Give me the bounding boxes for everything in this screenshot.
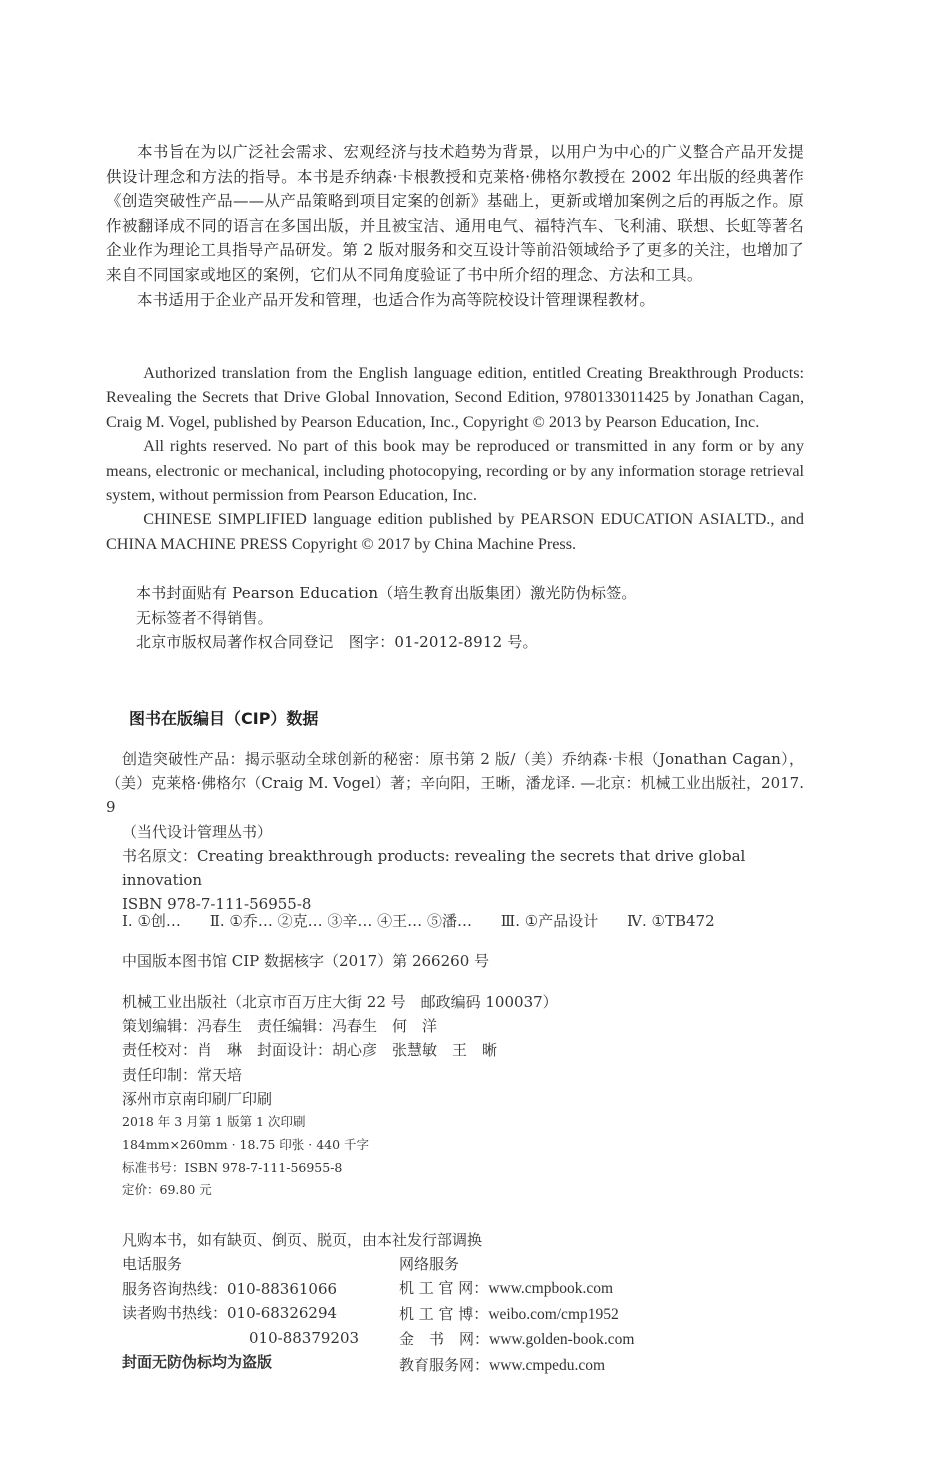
cip-entry: 创造突破性产品：揭示驱动全球创新的秘密：原书第 2 版/（美）乔纳森·卡根（Jonathan Cagan），（美）克莱格·佛格尔（Craig M. Vogel）著；辛向阳，王晰，潘龙译. —北京：机械工业出版社，2017. 9 (106, 750, 804, 817)
laser-label-text: 本书封面贴有 Pearson Education（培生教育出版集团）激光防伪标签。 (136, 584, 637, 602)
cip-classification (122, 910, 739, 931)
publisher-address: 机械工业出版社（北京市百万庄大街 22 号 邮政编码 100037） (122, 993, 558, 1011)
cip-isbn: ISBN 978-7-111-56955-8 (122, 895, 312, 914)
phone-service-header: 电话服务 (122, 1255, 183, 1274)
network-service-header: 网络服务 (399, 1255, 460, 1273)
hotline-number: 010-88361066 (227, 1279, 338, 1298)
golden-book-row (399, 1327, 634, 1352)
education-service-row (399, 1353, 634, 1378)
classification-item: Ⅱ. ①乔… ②克… ③辛… ④王… ⑤潘… (209, 912, 472, 930)
golden-book-label: 金 书 网： (399, 1330, 490, 1349)
rights-reserved-text: All rights reserved. No part of this book may be reproduced or transmitted in any form or by any means, electronic or mechanical, including photocopying, recording or by any information storage retrieval system, without permission from Pearson Education, Inc. (106, 437, 804, 505)
classification-item: Ⅰ. ①创… (122, 912, 181, 930)
proofreader-designers: 责任校对：肖 琳 封面设计：胡心彦 张慧敏 王 晰 (122, 1041, 498, 1060)
cip-title: 图书在版编目（CIP）数据 (129, 709, 319, 728)
format-info: 184mm×260mm · 18.75 印张 · 440 千字 (122, 1136, 370, 1152)
label-notice (106, 581, 804, 655)
golden-book-link[interactable]: www.golden-book.com (489, 1331, 635, 1349)
website-label: 机 工 官 网： (399, 1279, 489, 1298)
intro-paragraph: 本书旨在为以广泛社会需求、宏观经济与技术趋势为背景，以用户为中心的广义整合产品开发提供设计理念和方法的指导。本书是乔纳森·卡根教授和克莱格·佛格尔教授在 2002 年出版的经典著作《创造突破性产品——从产品策略到项目定案的创新》基础上，更新或增加案例之后的再版之作。原作被翻译成不同的语言在多国出版，并且被宝洁、通用电气、福特汽车、飞利浦、联想、长虹等著名企业作为理论工具指导产品研发。第 2 版对服务和交互设计等前沿领域给予了更多的关注，也增加了来自不同国家或地区的案例，它们从不同角度验证了书中所介绍的理念、方法和工具。 (106, 143, 804, 284)
education-service-link[interactable]: www.cmpedu.com (489, 1356, 606, 1374)
education-service-label: 教育服务网： (399, 1355, 490, 1374)
contract-registration: 北京市版权局著作权合同登记 图字：01-2012-8912 号。 (136, 633, 538, 652)
cip-series: （当代设计管理丛书） (122, 822, 273, 841)
editors: 策划编辑：冯春生 责任编辑：冯春生 何 洋 (122, 1017, 438, 1036)
no-label-text: 无标签者不得销售。 (136, 608, 273, 627)
weibo-label: 机 工 官 博： (399, 1304, 489, 1323)
reader-hotline-label: 读者购书热线： (122, 1304, 228, 1323)
authorized-translation-text: Authorized translation from the English language edition, entitled Creating Breakthrough Products: Revealing the Secrets that Drive Global Innovation, Second Edition, 9780133011425 by Jonathan Cagan, Craig M. Vogel, published by Pearson Education, Inc., Copyright © 2013 by Pearson Education, Inc. (106, 364, 804, 431)
weibo-row (399, 1302, 634, 1327)
printing-supervisor: 责任印制：常天培 (122, 1065, 243, 1084)
edition-info: 2018 年 3 月第 1 版第 1 次印刷 (122, 1114, 306, 1130)
hotline-label: 服务咨询热线： (122, 1279, 228, 1298)
anti-counterfeit-notice: 封面无防伪标均为盗版 (122, 1353, 273, 1372)
website-link[interactable]: www.cmpbook.com (488, 1280, 614, 1298)
cip-original-title: 书名原文：Creating breakthrough products: revealing the secrets that drive global innovation (122, 846, 746, 890)
service-right (399, 1252, 634, 1378)
standard-number: 标准书号：ISBN 978-7-111-56955-8 (122, 1159, 343, 1175)
copyright-section (106, 361, 804, 556)
classification-item: Ⅲ. ①产品设计 (500, 912, 599, 930)
weibo-link[interactable]: weibo.com/cmp1952 (488, 1305, 619, 1323)
website-row (399, 1276, 634, 1301)
reader-hotline-number-2: 010-88379203 (249, 1328, 360, 1347)
printer: 涿州市京南印刷厂印刷 (122, 1089, 273, 1108)
chinese-edition-text: CHINESE SIMPLIFIED language edition published by PEARSON EDUCATION ASIALTD., and CHINA MACHINE PRESS Copyright © 2017 by China Machine Press. (106, 510, 804, 553)
intro-audience: 本书适用于企业产品开发和管理，也适合作为高等院校设计管理课程教材。 (137, 290, 656, 309)
replacement-notice: 凡购本书，如有缺页、倒页、脱页，由本社发行部调换 (122, 1231, 483, 1249)
reader-hotline-number: 010-68326294 (227, 1304, 338, 1323)
classification-item: Ⅳ. ①TB472 (626, 912, 715, 930)
intro-section (106, 140, 804, 312)
publisher-info (122, 990, 558, 1202)
cip-data (106, 747, 804, 916)
price: 定价：69.80 元 (122, 1182, 212, 1198)
cip-number: 中国版本图书馆 CIP 数据核字（2017）第 266260 号 (122, 952, 490, 970)
